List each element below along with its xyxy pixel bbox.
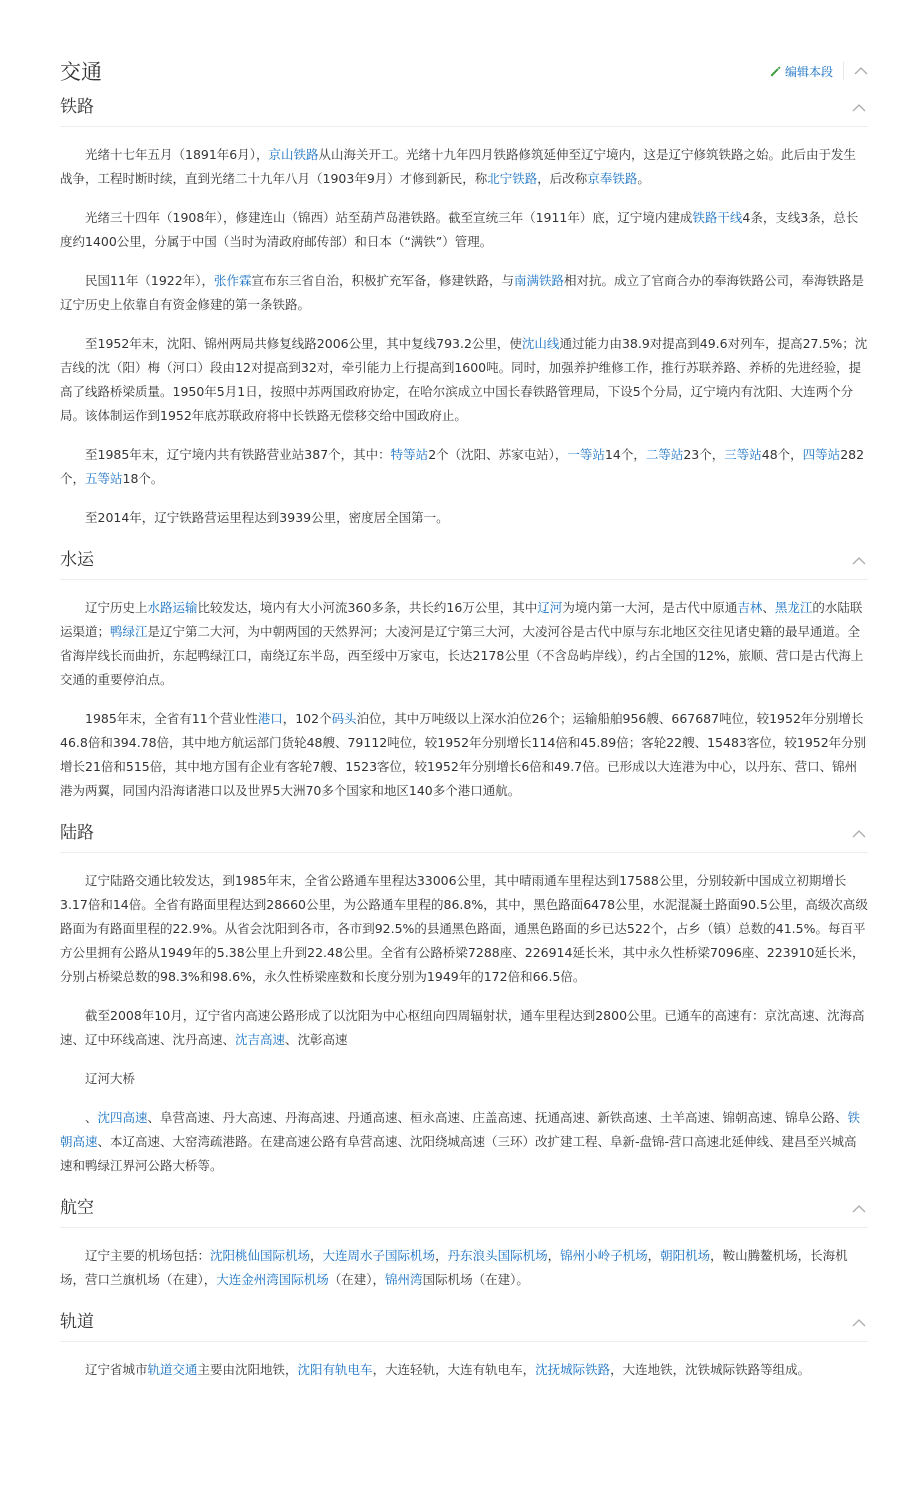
link-rail-transit[interactable]: 轨道交通 xyxy=(147,1362,198,1377)
chevron-up-icon[interactable] xyxy=(852,556,866,566)
section-air xyxy=(60,1193,868,1292)
section-road xyxy=(60,818,868,1178)
link-jinzhouwan[interactable]: 锦州湾 xyxy=(385,1272,423,1287)
text: 民国11年（1922年）， xyxy=(85,273,214,288)
text: 、本辽高速、大窑湾疏港路。在建高速公路有阜营高速、沈阳绕城高速（三环）改扩建工程、阜新-盘锦-营口高速北延伸线、建昌至兴城高速和鸭绿江界河公路大桥等。 xyxy=(60,1134,857,1173)
paragraph xyxy=(60,707,868,803)
paragraph xyxy=(60,1358,868,1382)
text: 、 xyxy=(85,1110,98,1125)
text: 从山海关开工。光绪十九年四月铁路修筑延伸至辽宁境内，这是辽宁修筑铁路之始。此后由于发生战争，工程时断时续，直到光绪二十九年八月（1903年9月）才修到新民，称 xyxy=(60,147,857,186)
section-title: 轨道 xyxy=(60,1312,94,1332)
link-dalian-zhoushuizi-airport[interactable]: 大连周水子国际机场 xyxy=(322,1248,436,1263)
link-heilongjiang[interactable]: 黑龙江 xyxy=(774,600,813,615)
text: 截至2008年10月，辽宁省内高速公路形成了以沈阳为中心枢纽向四周辐射状，通车里程达到2800公里。已通车的高速有：京沈高速、沈海高速、辽中环线高速、沈丹高速、 xyxy=(60,1008,865,1047)
link-wharf[interactable]: 码头 xyxy=(331,711,357,726)
section-railway xyxy=(60,92,868,530)
link-jingshan-railway[interactable]: 京山铁路 xyxy=(268,147,319,162)
paragraph xyxy=(60,143,868,191)
chevron-up-icon[interactable] xyxy=(852,1318,866,1328)
link-jilin[interactable]: 吉林 xyxy=(737,600,763,615)
text: ， xyxy=(310,1248,323,1263)
link-shensi-expressway[interactable]: 沈四高速 xyxy=(97,1110,148,1125)
link-special-class-station[interactable]: 特等站 xyxy=(390,447,429,462)
link-jingfeng-railway[interactable]: 京奉铁路 xyxy=(587,171,638,186)
text: 辽宁省城市 xyxy=(85,1362,148,1377)
text: 至1985年末，辽宁境内共有铁路营业站387个，其中： xyxy=(85,447,391,462)
section-heading-air xyxy=(60,1193,868,1228)
paragraph xyxy=(60,206,868,254)
link-shenshan-line[interactable]: 沈山线 xyxy=(521,336,560,351)
section-heading-rail-transit xyxy=(60,1307,868,1342)
text: 光绪十七年五月（1891年6月）， xyxy=(85,147,269,162)
text: 国际机场（在建）。 xyxy=(422,1272,529,1287)
paragraph xyxy=(60,869,868,989)
text: 18个。 xyxy=(122,471,164,486)
link-shenyang-taoxian-airport[interactable]: 沈阳桃仙国际机场 xyxy=(210,1248,311,1263)
text: 相对抗。成立了官商合办的奉海铁路公司，奉海铁路是辽宁历史上依靠自有资金修建的第一条铁路。 xyxy=(60,273,865,312)
paragraph xyxy=(60,1106,868,1178)
heading-tools xyxy=(770,62,868,80)
section-title: 铁路 xyxy=(60,97,94,117)
section-water xyxy=(60,545,868,803)
text: 、沈彰高速 xyxy=(285,1032,348,1047)
text: 辽河大桥 xyxy=(85,1071,136,1086)
text: 辽宁主要的机场包括： xyxy=(85,1248,211,1263)
link-trunk-line[interactable]: 铁路干线 xyxy=(692,210,743,225)
paragraph xyxy=(60,1067,868,1091)
text: 宣布东三省自治，积极扩充军备，修建铁路，与 xyxy=(251,273,514,288)
main-heading-row xyxy=(60,56,868,92)
link-water-transport[interactable]: 水路运输 xyxy=(147,600,198,615)
text: 主要由沈阳地铁， xyxy=(197,1362,298,1377)
text: 、阜营高速、丹大高速、丹海高速、丹通高速、桓永高速、庄盖高速、抚通高速、新铁高速、土羊高速、锦朝高速、锦阜公路、 xyxy=(147,1110,848,1125)
link-dandong-langtou-airport[interactable]: 丹东浪头国际机场 xyxy=(447,1248,548,1263)
text: ，102个 xyxy=(282,711,332,726)
edit-section-button[interactable] xyxy=(770,63,833,80)
text: ，大连轻轨，大连有轨电车， xyxy=(372,1362,536,1377)
link-fifth-class-station[interactable]: 五等站 xyxy=(85,471,123,486)
paragraph xyxy=(60,332,868,428)
text: 48个， xyxy=(761,447,803,462)
text: ， xyxy=(647,1248,661,1263)
link-chaoyang-airport[interactable]: 朝阳机场 xyxy=(660,1248,711,1263)
text: ， xyxy=(435,1248,448,1263)
link-dalian-jinzhouwan-airport[interactable]: 大连金州湾国际机场 xyxy=(216,1272,329,1287)
paragraph xyxy=(60,269,868,317)
link-first-class-station[interactable]: 一等站 xyxy=(567,447,605,462)
section-heading-road xyxy=(60,818,868,853)
link-second-class-station[interactable]: 二等站 xyxy=(645,447,684,462)
article-page xyxy=(60,0,868,1382)
link-south-manchuria-railway[interactable]: 南满铁路 xyxy=(514,273,565,288)
link-jinzhou-xiaolingzi-airport[interactable]: 锦州小岭子机场 xyxy=(560,1248,648,1263)
pencil-icon xyxy=(770,66,781,77)
text: ， xyxy=(547,1248,561,1263)
link-liao-river[interactable]: 辽河 xyxy=(537,600,563,615)
paragraph xyxy=(60,506,868,530)
section-title: 陆路 xyxy=(60,823,94,843)
paragraph xyxy=(60,1004,868,1052)
text: 辽宁陆路交通比较发达，到1985年末，全省公路通车里程达33006公里，其中晴雨通车里程达到17588公里，分别较新中国成立初期增长3.17倍和14倍。全省有路面里程达到28660公里，为公路通车里程的86.8%，其中，黑色路面6478公里，水泥混凝土路面90.5公里，高级次高级路面为有路面里程的22.9%。从省会沈阳到各市，各市到92.5%的县通黑色路面，通黑色路面的乡已达522个，占乡（镇）总数的41.5%。每百平方公里拥有公路从1949年的5.38公里上升到22.48公里。全省有公路桥梁7288座、226914延长米，其中永久性桥梁7096座、223910延长米，分别占桥梁总数的98.3%和98.6%，永久性桥梁座数和长度分别为1949年的172倍和66.5倍。 xyxy=(60,873,868,984)
link-port[interactable]: 港口 xyxy=(257,711,283,726)
paragraph xyxy=(60,1244,868,1292)
section-heading-railway xyxy=(60,92,868,127)
link-shenji-expressway[interactable]: 沈吉高速 xyxy=(235,1032,286,1047)
text: 。 xyxy=(637,171,650,186)
text: 至1952年末，沈阳、锦州两局共修复线路2006公里，其中复线793.2公里，使 xyxy=(85,336,522,351)
link-beining-railway[interactable]: 北宁铁路 xyxy=(487,171,538,186)
chevron-up-icon[interactable] xyxy=(852,1204,866,1214)
text: 4条，支线3条，总长度约1400公里，分属于中国（当时为清政府邮传部）和日本（“满铁”）管理。 xyxy=(60,210,859,249)
section-heading-water xyxy=(60,545,868,580)
text: 比较发达，境内有大小河流360多条，共长约16万公里，其中 xyxy=(197,600,538,615)
text: 是辽宁第二大河，为中朝两国的天然界河；大凌河是辽宁第三大河，大凌河谷是古代中原与东北地区交往见诸史籍的最早通道。全省海岸线长而曲折，东起鸭绿江口，南绕辽东半岛，西至绥中万家屯，长达2178公里（不含岛屿岸线），约占全国的12%，旅顺、营口是古代海上交通的重要停泊点。 xyxy=(60,624,864,687)
text: 23个， xyxy=(683,447,725,462)
text: ，大连地铁，沈铁城际铁路等组成。 xyxy=(610,1362,811,1377)
section-title: 水运 xyxy=(60,550,94,570)
text: ，后改称 xyxy=(537,171,588,186)
link-zhang-zuolin[interactable]: 张作霖 xyxy=(213,273,252,288)
link-tiechao-expressway[interactable]: 铁朝高速 xyxy=(60,1110,861,1149)
text: 、 xyxy=(762,600,775,615)
link-yalu-river[interactable]: 鸭绿江 xyxy=(110,624,148,639)
text: ，鞍山腾鳌机场，长海机场，营口兰旗机场（在建）， xyxy=(60,1248,848,1287)
chevron-up-icon[interactable] xyxy=(852,829,866,839)
section-title: 航空 xyxy=(60,1198,94,1218)
edit-section-label: 编辑本段 xyxy=(784,64,833,79)
paragraph xyxy=(60,443,868,491)
chevron-up-icon[interactable] xyxy=(854,66,868,76)
text: 为境内第一大河，是古代中原通 xyxy=(562,600,738,615)
link-shenfu-intercity-railway[interactable]: 沈抚城际铁路 xyxy=(535,1362,611,1377)
page-title: 交通 xyxy=(60,60,102,84)
link-shenyang-tram[interactable]: 沈阳有轨电车 xyxy=(297,1362,373,1377)
text: 通过能力由38.9对提高到49.6对列车，提高27.5%；沈吉线的沈（阳）梅（河口）段由12对提高到32对，牵引能力上行提高到1600吨。同时，加强养护维修工作，推行苏联养路、养桥的先进经验，提高了线路桥梁质量。1950年5月1日，按照中苏两国政府协定，在哈尔滨成立中国长春铁路管理局，下设5个分局，辽宁境内有沈阳、大连两个分局。该体制运作到1952年底苏联政府将中长铁路无偿移交给中国政府止。 xyxy=(60,336,868,423)
text: 光绪三十四年（1908年），修建连山（锦西）站至葫芦岛港铁路。截至宣统三年（1911年）底，辽宁境内建成 xyxy=(85,210,693,225)
text: 泊位，其中万吨级以上深水泊位26个；运输船舶956艘、667687吨位，较1952年分别增长46.8倍和394.78倍，其中地方航运部门货轮48艘、79112吨位，较1952年分别增长114倍和45.89倍；客轮22艘、15483客位，较1952年分别增长21倍和515倍，其中地方国有企业有客轮7艘、1523客位，较1952年分别增长6倍和49.7倍。已形成以大连港为中心，以丹东、营口、锦州港为两翼，同国内沿海诸港口以及世界5大洲70多个国家和地区140多个港口通航。 xyxy=(60,711,867,798)
text: 至2014年，辽宁铁路营运里程达到3939公里，密度居全国第一。 xyxy=(85,510,449,525)
text: 的水陆联运渠道； xyxy=(60,600,863,639)
link-fourth-class-station[interactable]: 四等站 xyxy=(802,447,841,462)
chevron-up-icon[interactable] xyxy=(852,103,866,113)
section-rail-transit xyxy=(60,1307,868,1382)
text: 2个（沈阳、苏家屯站）， xyxy=(428,447,568,462)
text: （在建）， xyxy=(328,1272,386,1287)
text: 282个， xyxy=(60,447,865,486)
text: 14个， xyxy=(604,447,646,462)
divider xyxy=(843,62,844,80)
link-third-class-station[interactable]: 三等站 xyxy=(724,447,762,462)
paragraph xyxy=(60,596,868,692)
text: 1985年末，全省有11个营业性 xyxy=(85,711,258,726)
text: 辽宁历史上 xyxy=(85,600,148,615)
